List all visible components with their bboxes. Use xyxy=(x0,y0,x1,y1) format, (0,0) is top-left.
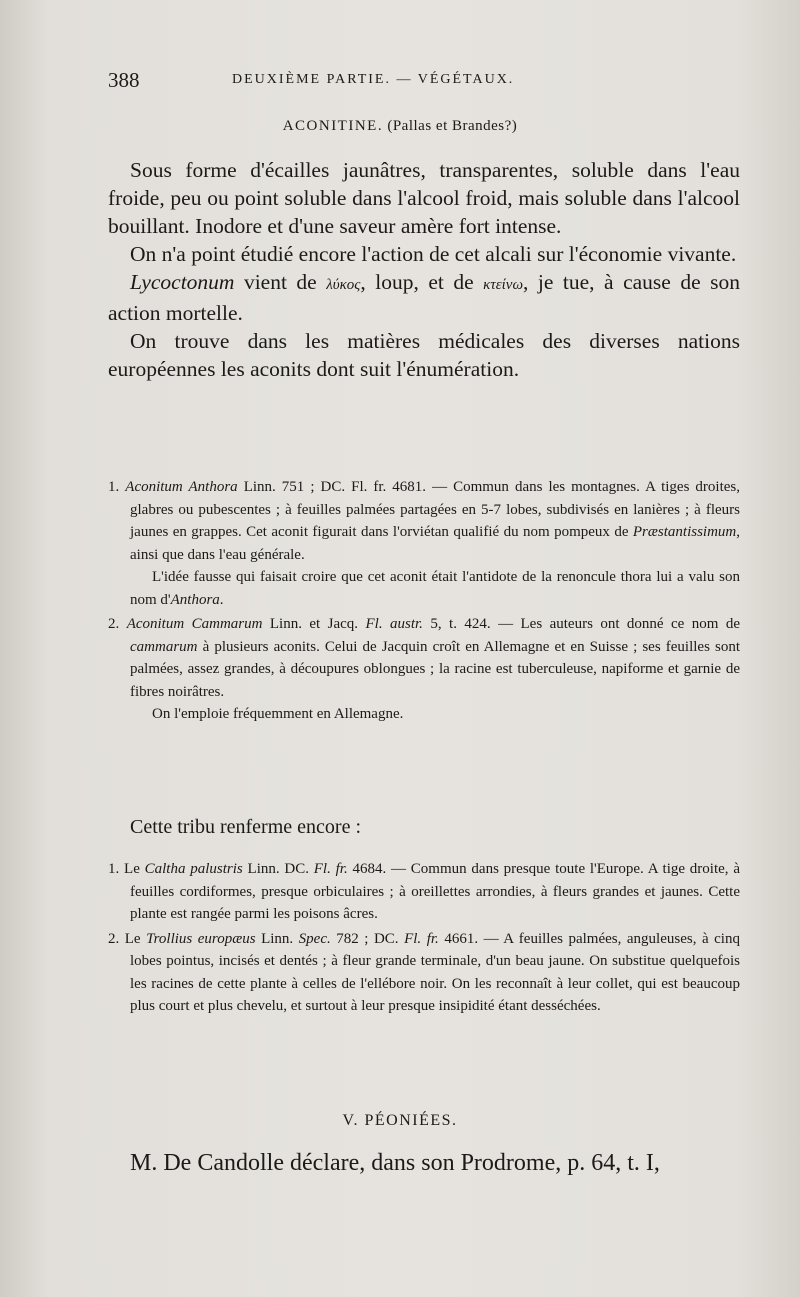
section-title xyxy=(0,118,800,135)
main-paragraphs xyxy=(108,156,740,383)
continuation-line: M. De Candolle déclare, dans son Prodrome, p. 64, t. I, xyxy=(130,1150,660,1176)
tribu-intro-text: Cette tribu renferme encore : xyxy=(130,816,361,838)
section-name: ACONITINE. xyxy=(282,118,384,134)
note-end: . xyxy=(219,591,224,608)
term-lycoctonum: Lycoctonum xyxy=(130,270,235,294)
tribu-intro xyxy=(108,816,740,839)
item-text: 5, t. 424. — Les auteurs ont donné ce nom de xyxy=(422,616,741,632)
paragraph-description: Sous forme d'écailles jaunâtres, transparentes, soluble dans l'eau froide, peu ou point soluble dans l'alcool froid, mais soluble dans l'alcool bouillant. Inodore et d'une saveur amère fort intense. xyxy=(108,158,740,238)
term-anthora: Anthora xyxy=(170,591,220,608)
aconit-list xyxy=(108,476,740,726)
list-item xyxy=(108,476,740,566)
etymology-text-a: vient de xyxy=(234,270,327,294)
section-note: (Pallas et Brandes?) xyxy=(387,118,518,134)
species-name: Aconitum Cammarum xyxy=(126,616,263,632)
reference-title: Fl. fr. xyxy=(404,930,439,947)
note-text: L'idée fausse qui faisait croire que cet aconit était l'antidote de la renoncule thora lui a valu son nom d' xyxy=(130,569,740,608)
tribu-list xyxy=(108,858,740,1018)
item-text: 4684. — Commun dans presque toute l'Europe. A tige droite, à feuilles cordiformes, presque orbiculaires ; à oreillettes arrondies, à fleurs grandes et jaunes. Cette plante est rangée parmi les poisons âcres. xyxy=(130,861,740,922)
reference-title: Fl. fr. xyxy=(313,861,348,877)
etymology-text-c: , je tue, à cause de son action mortelle. xyxy=(108,270,740,325)
page-header xyxy=(108,66,748,96)
item-text: Linn. DC. xyxy=(242,861,314,877)
paragraph-action: On n'a point étudié encore l'action de cet alcali sur l'économie vivante. xyxy=(130,242,737,266)
reference-title: Spec. xyxy=(298,930,331,947)
list-item xyxy=(108,613,740,703)
paragraph-etymology xyxy=(108,268,740,327)
list-item xyxy=(108,858,740,926)
item-number: 1. xyxy=(108,479,126,495)
species-name: Trollius europæus xyxy=(146,930,256,947)
item-text: 4661. — A feuilles palmées, anguleuses, à cinq lobes pointus, incisés et dentés ; à fleur grande terminale, d'un beau jaune. On substitue quelquefois les racines de cette plante à celles de l'ellébore noir. On les reconnaît à leur collet, qui est beaucoup plus court et plus chevelu, et surtout à leur presque insipidité étant desséchées. xyxy=(130,930,740,1014)
reference-title: Fl. austr. xyxy=(365,616,423,632)
item-text-end: , ainsi que dans l'eau générale. xyxy=(130,524,740,563)
term-praestantissimum: Præstantissimum xyxy=(632,524,737,540)
greek-word-kteino: κτείνω xyxy=(483,277,524,293)
list-item-note: On l'emploie fréquemment en Allemagne. xyxy=(152,706,404,722)
list-item xyxy=(108,928,740,1018)
item-text: Linn. et Jacq. xyxy=(262,616,366,632)
item-number: 2. xyxy=(108,616,127,632)
item-text: Linn. 751 ; DC. Fl. fr. 4681. — Commun dans les montagnes. A tiges droites, glabres ou pubescentes ; à feuilles palmées partagées en 5-7 lobes, subdivisés en lanières ; à fleurs jaunes en grappes. Cet aconit figurait dans l'orviétan qualifié du nom pompeux de xyxy=(130,479,741,540)
list-item-note xyxy=(108,566,740,611)
item-text: à plusieurs aconits. Celui de Jacquin croît en Allemagne et en Suisse ; ses feuilles sont palmées, assez grandes, à découpures oblongues ; la racine est tuberculeuse, napiforme et garnie de fibres noirâtres. xyxy=(130,638,740,700)
species-name: Aconitum Anthora xyxy=(125,479,238,495)
item-text: Linn. xyxy=(255,930,299,947)
section-heading-peoniees: V. PÉONIÉES. xyxy=(342,1112,458,1129)
species-name: Caltha palustris xyxy=(144,861,243,877)
paragraph-enumeration: On trouve dans les matières médicales des diverses nations européennes les aconits dont suit l'énumération. xyxy=(108,329,740,381)
page-number: 388 xyxy=(108,68,140,92)
greek-word-lukos: λύκος xyxy=(326,277,361,293)
item-number: 2. Le xyxy=(108,930,147,947)
item-number: 1. Le xyxy=(108,861,145,877)
running-title: DEUXIÈME PARTIE. — VÉGÉTAUX. xyxy=(232,72,515,87)
term-cammarum: cammarum xyxy=(130,638,198,655)
etymology-text-b: , loup, et de xyxy=(360,270,484,294)
item-text: 782 ; DC. xyxy=(330,930,405,947)
